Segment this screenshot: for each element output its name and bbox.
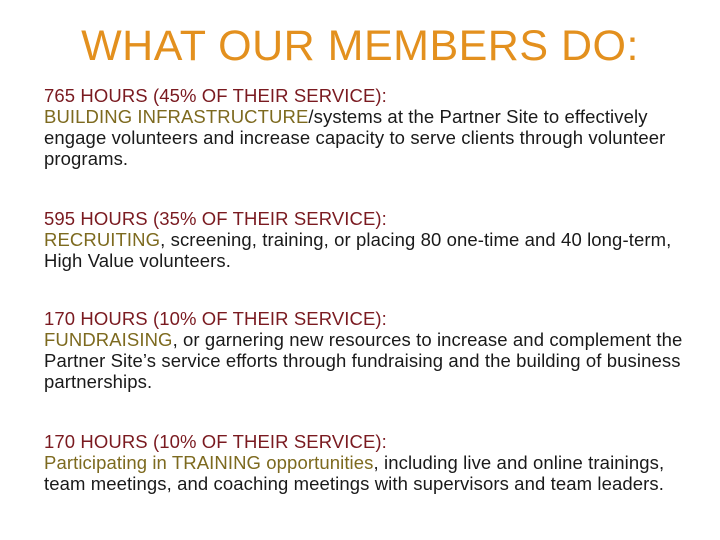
service-item-hours: 170 HOURS (10% OF THEIR SERVICE): (44, 431, 387, 452)
service-item-fundraising (44, 308, 694, 392)
service-item-infrastructure (44, 85, 694, 169)
service-item-recruiting (44, 208, 694, 271)
service-item-keyword: FUNDRAISING (44, 329, 173, 350)
service-item-keyword: RECRUITING (44, 229, 161, 250)
service-item-keyword: BUILDING INFRASTRUCTURE (44, 106, 309, 127)
service-item-description: /systems at the Partner Site to effectively engage volunteers and increase capacity to serve clients through volunteer programs. (44, 106, 666, 169)
service-item-hours: 595 HOURS (35% OF THEIR SERVICE): (44, 208, 387, 229)
service-item-description: , including live and online trainings, team meetings, and coaching meetings with supervisors and team leaders. (44, 452, 665, 494)
service-item-hours: 170 HOURS (10% OF THEIR SERVICE): (44, 308, 387, 329)
service-item-keyword: Participating in TRAINING opportunities (44, 452, 374, 473)
service-item-description: , screening, training, or placing 80 one-time and 40 long-term, High Value volunteers. (44, 229, 672, 271)
service-item-hours: 765 HOURS (45% OF THEIR SERVICE): (44, 85, 387, 106)
service-item-description: , or garnering new resources to increase and complement the Partner Site’s service efforts through fundraising and the building of business partnerships. (44, 329, 683, 392)
service-item-training (44, 431, 694, 494)
slide-title: WHAT OUR MEMBERS DO: (81, 22, 639, 70)
